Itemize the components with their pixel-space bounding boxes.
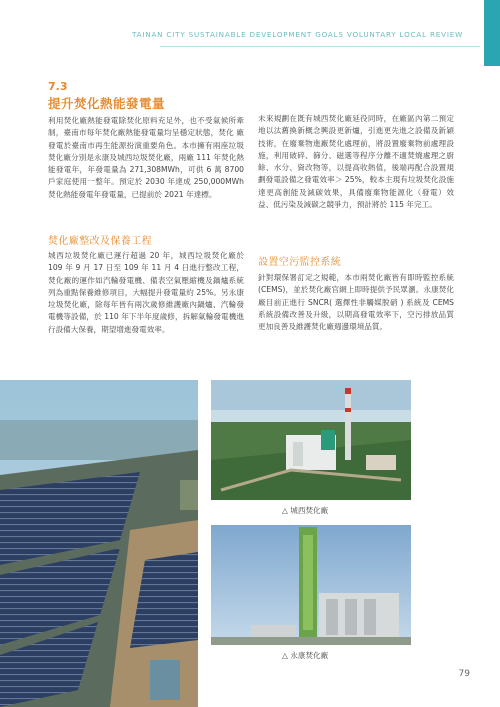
page-number: 79 [458, 669, 470, 679]
caption-yongkang: △ 永康焚化廠 [282, 651, 329, 660]
chengxi-incinerator-photo [211, 380, 411, 500]
subheading-maintenance: 焚化廠整改及保養工程 [48, 236, 152, 247]
header-rule [160, 46, 480, 47]
monitoring-paragraph: 針對環保署訂定之規範，本市兩焚化廠皆有即時監控系統 (CEMS)，並於焚化廠官網上即時提供予民眾瀏。永康焚化廠目前正進行 SNCR( 選擇性非觸媒脫硝 ) 系統及 CEMS 系統設備改善及升級，以期高發電效率下，空污排放品質更加良善及維護焚化廠週邊環境品質。 [258, 273, 454, 332]
section-title: 提升焚化熱能發電量 [48, 96, 166, 111]
solar-farm-photo [0, 380, 198, 707]
intro-paragraph: 利用焚化廠熱能發電除焚化原料充足外，也不受氣候所牽制，臺南市每年焚化廠熱能發電量均呈穩定狀態，焚化 廠發電於臺南市再生能源扮演重要角色。本市擁有兩座垃圾焚化廠分別是永康及城西垃圾焚化廠，兩廠 111 年焚化熱能發電年，年發電量為 271,308MWh，可供 6 萬 8700 戶家庭使用一整年。預定於 2030 年達成 250,000MWh 焚化熱能發電年發電量，已提前於 2021 年達標。 [48, 116, 244, 199]
section-number: 7.3 [48, 80, 68, 93]
future-plan-paragraph: 未來規劃在既有城西焚化廠延役同時，在廠區內第二預定地以汰舊換新概念興設更新爐，引進更先進之設備及新穎技術，在廢棄物進廠焚化處理前，將設置廢棄物前處理設施，利用破碎、篩分、磁選等程序分離不適焚燒處理之廚餘、水分、資改物等，以提高收熱值，後端再配合設置規劃發電設備之發電效率＞ 25%，較本主現有垃圾焚化設施達更高創能及減碳效果，具備廢棄物能源化（發電）效益、低污染及減碳之競爭力，預計將於 115 年完工。 [258, 114, 454, 210]
maintenance-paragraph: 城西垃圾焚化廠已運行超過 20 年，城西垃圾焚化廠於 109 年 9 月 17 日至 109 年 11 月 4 日進行整改工程，焚化廠的運作如汽輪發電機、備表空氣壓縮機及鍋爐系統列為重點保養維修項目，大幅提升發電量約 25%。另永康垃圾焚化廠，除每年皆有兩次歲修維護廠內鍋爐、汽輪發電機等設備，於 110 年下半年度歲修，拆解氣輪發電機進行設備大保養，期望增進發電效率。 [48, 251, 244, 334]
chapter-tab [484, 0, 500, 66]
subheading-monitoring: 設置空污監控系統 [258, 257, 342, 268]
caption-chengxi: △ 城西焚化廠 [282, 506, 329, 515]
running-header: TAINAN CITY SUSTAINABLE DEVELOPMENT GOALS VOLUNTARY LOCAL REVIEW [132, 30, 464, 39]
yongkang-incinerator-photo [211, 525, 411, 645]
